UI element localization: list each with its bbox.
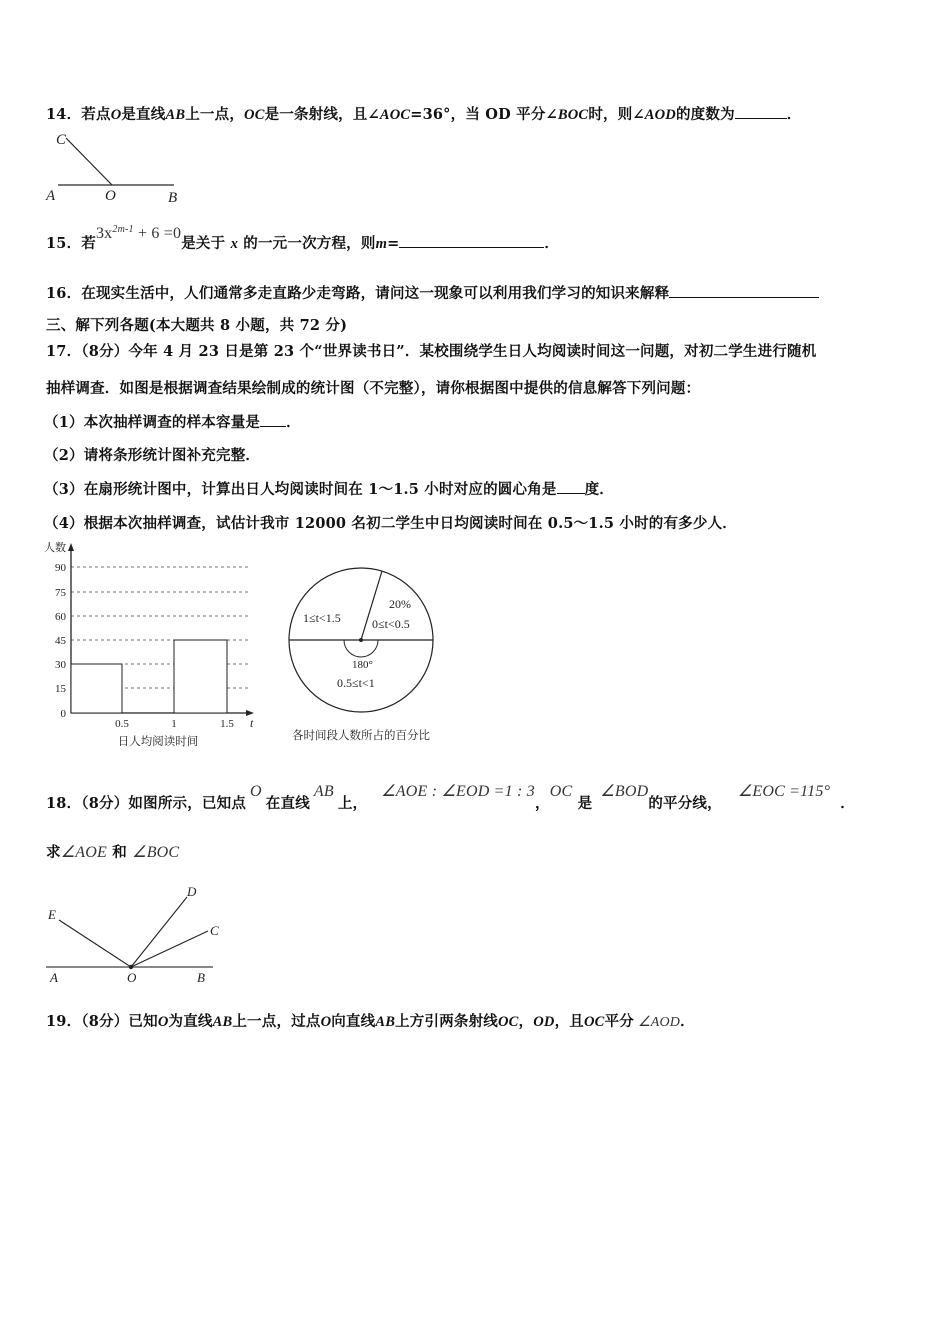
var-ab: AB (212, 1014, 233, 1030)
text: 度． (584, 481, 615, 498)
angle-eoc: ∠EOC =115° (737, 783, 831, 800)
svg-text:45: 45 (55, 635, 66, 647)
label-b: B (197, 970, 205, 985)
var-oc: OC (498, 1014, 519, 1030)
text: = (387, 235, 400, 252)
text: 的度数为 (675, 106, 735, 123)
var-o: O (110, 107, 122, 123)
var-x: x (230, 236, 239, 252)
text: 上一点， (185, 106, 245, 123)
svg-text:0: 0 (60, 708, 66, 720)
svg-text:75: 75 (55, 587, 66, 599)
var-ab: AB (165, 107, 186, 123)
q14-figure (44, 128, 189, 206)
text: 的平分线， (648, 795, 722, 812)
section-title (46, 314, 347, 335)
question-18-line2 (46, 841, 179, 862)
text: ，且 (554, 1013, 584, 1030)
label-b: B (168, 190, 178, 206)
var-oc: OC (584, 1014, 605, 1030)
text: 19．（8分）已知 (46, 1013, 158, 1030)
answer-blank[interactable] (735, 106, 787, 119)
text: 求 (46, 844, 61, 861)
y-axis-label: 人数 (44, 541, 66, 554)
var-aoc: AOC (379, 107, 411, 123)
slice-percent-20: 20% (389, 597, 411, 611)
question-17-sub3 (44, 478, 614, 499)
var-ab: AB (375, 1014, 396, 1030)
q18-figure (40, 876, 240, 986)
section-heading: 三、解下列各题(本大题共 8 小题，共 72 分) (46, 317, 348, 334)
question-number: 15．若 (46, 235, 96, 252)
angle-boc: ∠BOC (132, 844, 180, 861)
question-17-sub2 (44, 444, 260, 465)
var-oc: OC (549, 783, 573, 800)
text: 为直线 (168, 1013, 213, 1030)
label-a: A (46, 188, 56, 204)
label-a: A (50, 970, 58, 985)
svg-text:1.5: 1.5 (220, 718, 234, 730)
var-aod: AOD (644, 107, 676, 123)
question-17-sub4 (44, 512, 737, 533)
text: ． (680, 1013, 695, 1030)
label-c: C (56, 132, 67, 148)
text: 是关于 (181, 235, 226, 252)
answer-blank[interactable] (260, 414, 286, 427)
y-tick-labels (55, 562, 67, 720)
question-18-line1 (46, 783, 855, 813)
bar-1-1.5 (174, 640, 227, 713)
equation (96, 225, 181, 242)
label-o: O (105, 188, 116, 204)
pie-chart (275, 537, 450, 752)
text: ． (840, 795, 855, 812)
text: ， (518, 1013, 534, 1030)
question-text: 17．（8分）今年 4 月 23 日是第 23 个“世界读书日”．某校围绕学生日人均阅读时间这一问题，对初二学生进行随机 (46, 343, 817, 360)
angle-aod: ∠AOD (637, 1015, 681, 1030)
question-number: 14． (46, 106, 82, 123)
text: 平分 (604, 1013, 634, 1030)
slice-label-0.5-1: 0.5≤t<1 (337, 676, 375, 690)
question-text: 18．（8分）如图所示，已知点 (46, 795, 247, 812)
slice-angle-180: 180° (352, 659, 373, 671)
sub-question-text: （1）本次抽样调查的样本容量是 (44, 414, 261, 431)
answer-blank[interactable] (669, 285, 819, 298)
var-o: O (250, 783, 262, 800)
slice-label-0-0.5: 0≤t<0.5 (372, 617, 410, 631)
question-14 (46, 103, 802, 124)
question-17-sub1 (44, 411, 301, 432)
x-tick-labels (115, 718, 234, 730)
var-m: m (375, 236, 388, 252)
angle-bod: ∠BOD (600, 783, 649, 800)
var-o: O (157, 1014, 169, 1030)
question-text: 16．在现实生活中，人们通常多走直路少走弯路，请问这一现象可以利用我们学习的知识来解释 (46, 285, 670, 302)
question-19 (46, 1010, 695, 1031)
text: 上一点，过点 (232, 1013, 321, 1030)
bar-chart (40, 537, 270, 752)
var-boc: BOC (557, 107, 589, 123)
text: ． (544, 235, 560, 252)
svg-text:1: 1 (171, 718, 177, 730)
text: 和 (112, 844, 127, 861)
question-15 (46, 224, 560, 253)
svg-text:90: 90 (55, 562, 66, 574)
text: 是一条射线，且∠ (264, 106, 380, 123)
bar-0-0.5 (71, 664, 122, 713)
text: ． (786, 106, 802, 123)
question-17-line1 (46, 340, 816, 361)
svg-text:15: 15 (55, 683, 66, 695)
question-text: 抽样调查．如图是根据调查结果绘制成的统计图（不完整），请你根据图中提供的信息解答下列问题： (46, 380, 701, 397)
pie-title: 各时间段人数所占的百分比 (292, 728, 430, 742)
text: 向直线 (331, 1013, 376, 1030)
eq-exponent: 2m-1 (112, 224, 134, 236)
text: 的一元一次方程，则 (243, 235, 376, 252)
sub-question-text: （4）根据本次抽样调查，试估计我市 12000 名初二学生中日均阅读时间在 0.5～1.5 小时的有多少人． (44, 515, 737, 532)
text: ， (535, 795, 550, 812)
label-d: D (187, 884, 197, 899)
angle-aoe: ∠AOE (60, 844, 107, 861)
x-axis-label: 日人均阅读时间 (117, 734, 199, 748)
question-16 (46, 282, 819, 303)
text: 在直线 (265, 795, 310, 812)
svg-text:30: 30 (55, 659, 66, 671)
angle-ratio: ∠AOE : ∠EOD =1 : 3 (381, 783, 535, 800)
sub-question-text: （2）请将条形统计图补充完整． (44, 447, 261, 464)
eq-rest: + 6 =0 (133, 225, 182, 242)
text: 是 (577, 795, 593, 812)
answer-blank[interactable] (557, 481, 585, 494)
label-c: C (210, 923, 219, 938)
var-ab: AB (313, 783, 334, 800)
var-od: OD (533, 1014, 555, 1030)
text: 是直线 (121, 106, 166, 123)
text: =36°，当 OD 平分∠ (410, 106, 558, 123)
label-o: O (127, 970, 137, 985)
text: 上方引两条射线 (395, 1013, 498, 1030)
label-e: E (48, 907, 56, 922)
text: 时，则∠ (588, 106, 645, 123)
var-o: O (320, 1014, 332, 1030)
x-axis-symbol: t (250, 716, 254, 730)
eq-base: 3x (95, 225, 113, 242)
text: 上， (337, 795, 368, 812)
sub-question-text: （3）在扇形统计图中，计算出日人均阅读时间在 1～1.5 小时对应的圆心角是 (44, 481, 557, 498)
svg-text:60: 60 (55, 611, 66, 623)
answer-blank[interactable] (399, 235, 544, 248)
text: 若点 (81, 106, 111, 123)
svg-text:0.5: 0.5 (115, 718, 129, 730)
var-oc: OC (244, 107, 265, 123)
text: ． (286, 414, 301, 431)
question-17-line2 (46, 377, 700, 398)
slice-label-1-1.5: 1≤t<1.5 (303, 611, 341, 625)
